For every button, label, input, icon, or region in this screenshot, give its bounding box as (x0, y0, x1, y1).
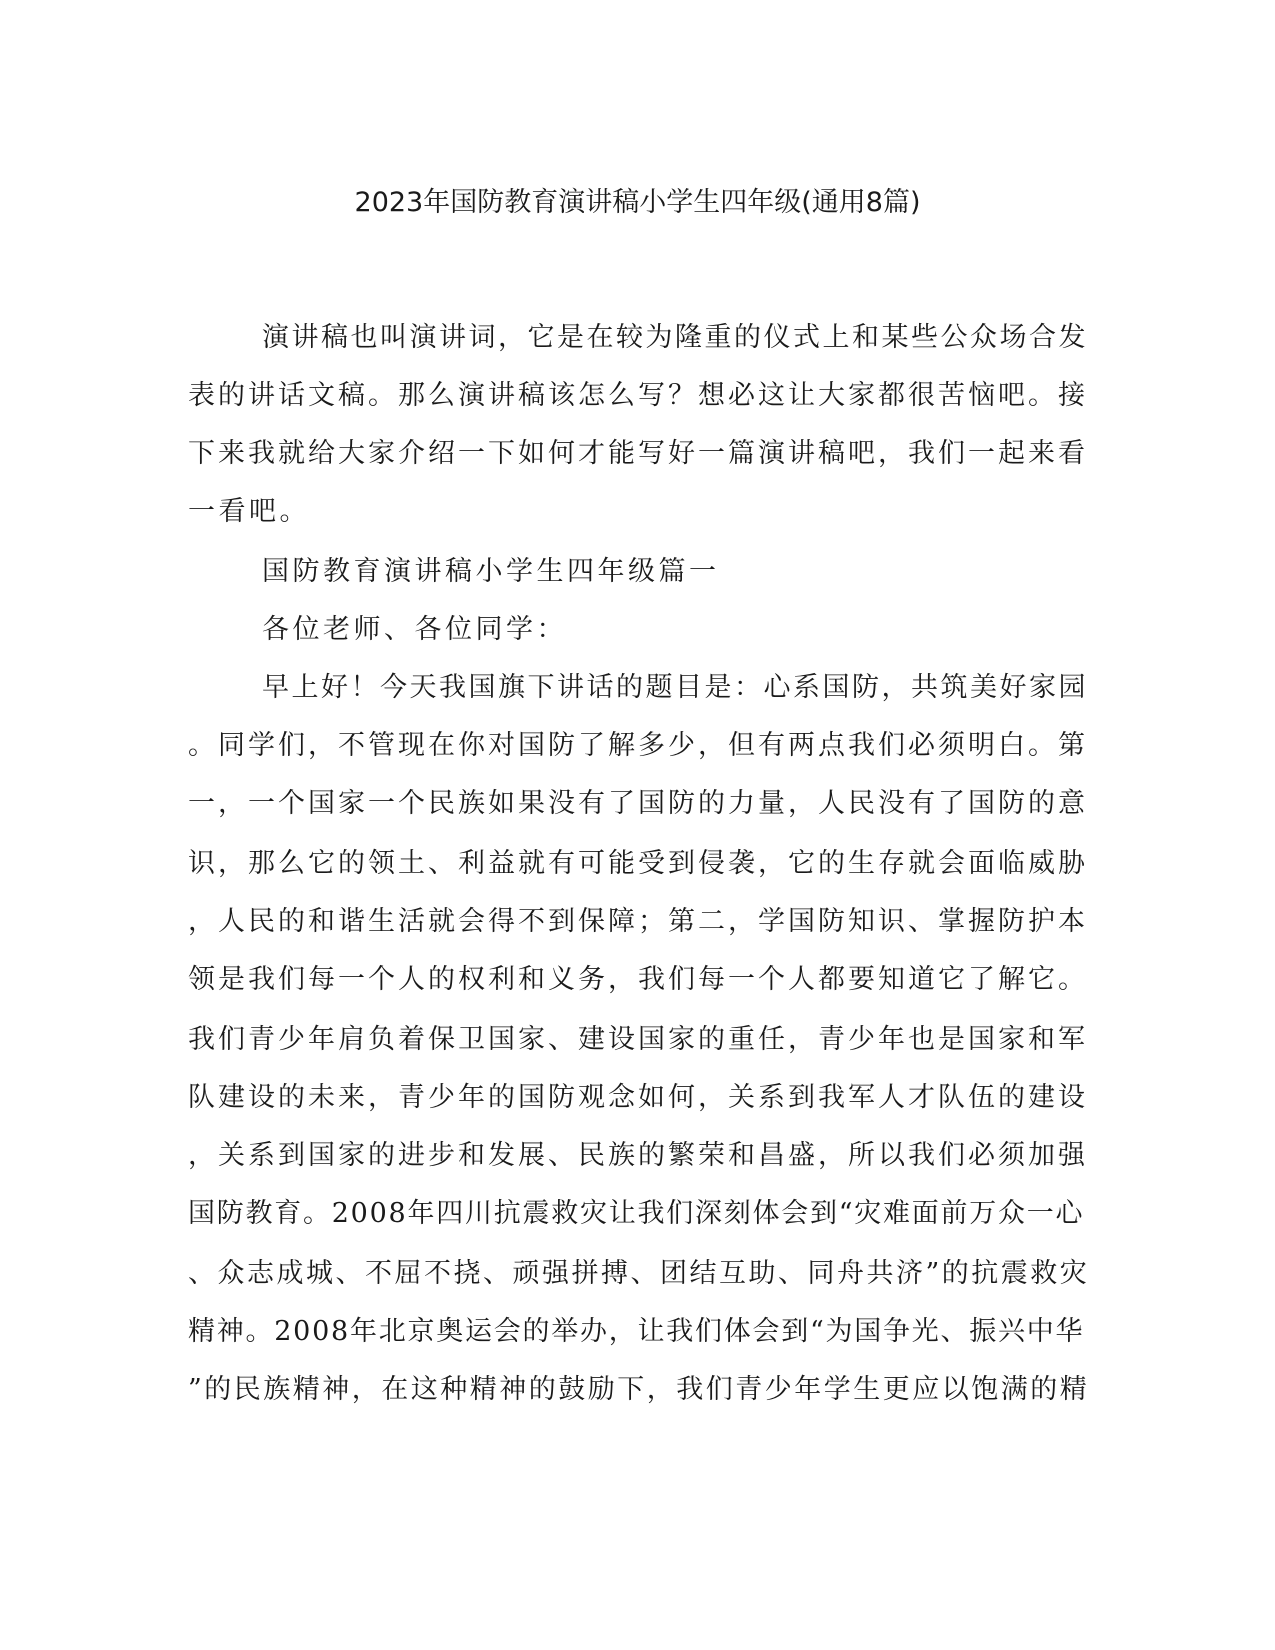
paragraph-line: 表的讲话文稿。那么演讲稿该怎么写？想必这让大家都很苦恼吧。接 (188, 380, 1088, 411)
paragraph-line: 一看吧。 (188, 496, 310, 527)
paragraph-line: 一，一个国家一个民族如果没有了国防的力量，人民没有了国防的意 (188, 788, 1088, 819)
section-heading: 国防教育演讲稿小学生四年级篇一 (262, 556, 720, 587)
paragraph-line: 领是我们每一个人的权利和义务，我们每一个人都要知道它了解它。 (188, 964, 1088, 995)
document-title: 2023年国防教育演讲稿小学生四年级(通用8篇) (354, 187, 921, 218)
paragraph-line: 下来我就给大家介绍一下如何才能写好一篇演讲稿吧，我们一起来看 (188, 438, 1088, 469)
paragraph-line: 队建设的未来，青少年的国防观念如何，关系到我军人才队伍的建设 (188, 1082, 1088, 1113)
paragraph-line: ，关系到国家的进步和发展、民族的繁荣和昌盛，所以我们必须加强 (188, 1140, 1088, 1171)
paragraph-line: ，人民的和谐生活就会得不到保障；第二，学国防知识、掌握防护本 (188, 906, 1088, 937)
paragraph-line: 国防教育。2008年四川抗震救灾让我们深刻体会到“灾难面前万众一心 (188, 1198, 1085, 1229)
paragraph-line: 。同学们，不管现在你对国防了解多少，但有两点我们必须明白。第 (188, 730, 1088, 761)
paragraph-line: 我们青少年肩负着保卫国家、建设国家的重任，青少年也是国家和军 (188, 1024, 1088, 1055)
paragraph-line: 精神。2008年北京奥运会的举办，让我们体会到“为国争光、振兴中华 (188, 1316, 1085, 1347)
paragraph-line: 演讲稿也叫演讲词，它是在较为隆重的仪式上和某些公众场合发 (262, 322, 1088, 353)
paragraph-line: 、众志成城、不屈不挠、顽强拼搏、团结互助、同舟共济”的抗震救灾 (188, 1258, 1090, 1289)
paragraph-line: 早上好！今天我国旗下讲话的题目是：心系国防，共筑美好家园 (262, 672, 1088, 703)
paragraph-line: 识，那么它的领土、利益就有可能受到侵袭，它的生存就会面临威胁 (188, 848, 1088, 879)
paragraph-line: ”的民族精神，在这种精神的鼓励下，我们青少年学生更应以饱满的精 (188, 1374, 1090, 1405)
salutation: 各位老师、各位同学： (262, 614, 567, 645)
